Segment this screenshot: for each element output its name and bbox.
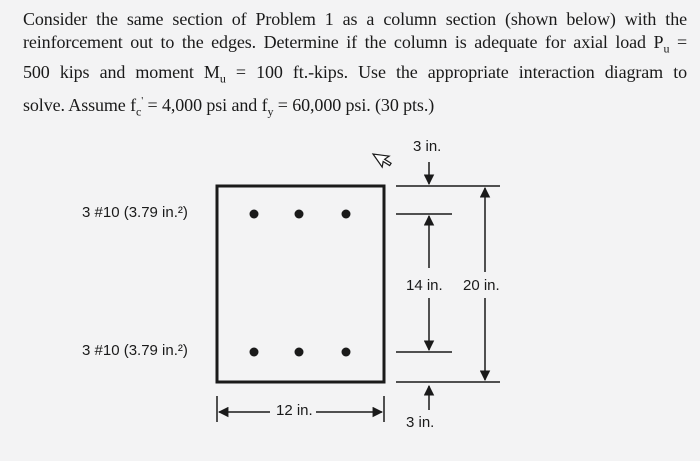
bottom-bars-label: 3 #10 (3.79 in.²)	[82, 342, 188, 359]
cover-top-label: 3 in.	[413, 138, 442, 155]
top-bars-label: 3 #10 (3.79 in.²)	[82, 204, 188, 221]
problem-line-1: Consider the same section of Problem 1 as a column section (shown below) with the	[23, 9, 687, 29]
problem-line-3: 500 kips and moment $M_u = 100$ ft.-kips. Use the appropriate interaction diagram to	[23, 61, 687, 86]
rebar-bottom-2	[295, 348, 304, 357]
problem-line-2: reinforcement out to the edges. Determine if the column is adequate for axial load $P_u$ =	[23, 32, 687, 56]
mouse-cursor-icon	[373, 147, 394, 169]
rebar-top-3	[342, 210, 351, 219]
inner-depth-label: 14 in.	[406, 277, 443, 294]
subscript-u: u	[219, 71, 226, 86]
rebar-bottom-3	[342, 348, 351, 357]
total-depth-label: 20 in.	[463, 277, 500, 294]
subscript-y: y	[267, 104, 274, 119]
rebar-top-1	[250, 210, 259, 219]
width-label: 12 in.	[276, 402, 313, 419]
cover-bottom-label: 3 in.	[406, 414, 435, 431]
rebar-top-2	[295, 210, 304, 219]
subscript-u: u	[663, 41, 670, 56]
problem-line-4: solve. Assume $f_c' = 4,000$ psi and $f_y = 60,000$ psi. (30 pts.)	[23, 95, 435, 119]
subscript-c: c	[136, 104, 142, 119]
rebar-bottom-1	[250, 348, 259, 357]
